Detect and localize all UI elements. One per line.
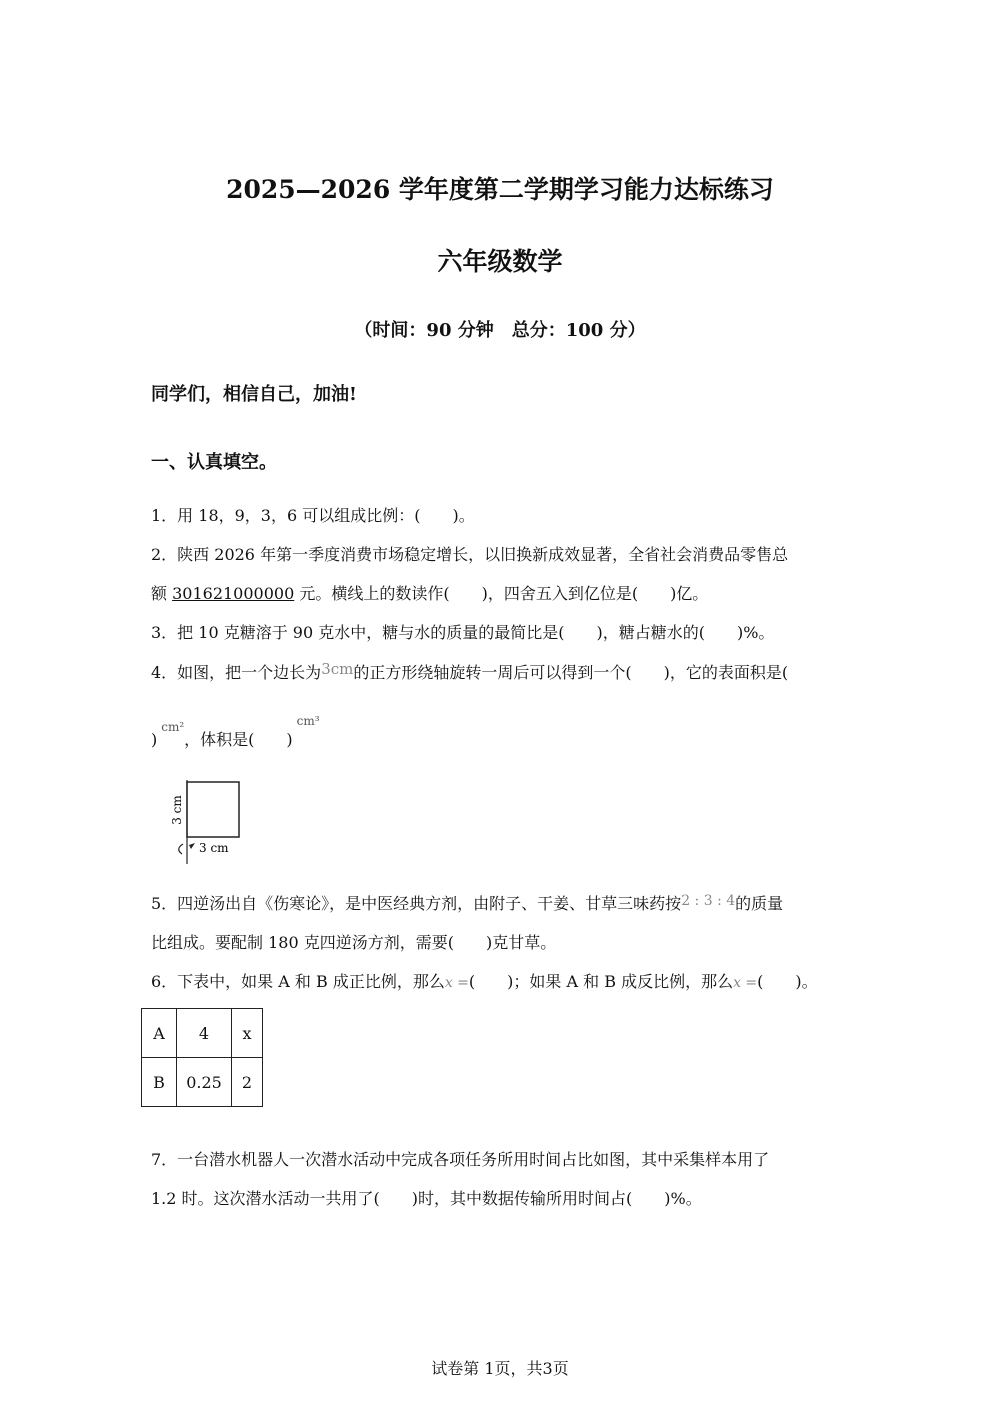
ratio-formula: 2 : 3 : 4 — [681, 893, 736, 909]
question-3: 3．把 10 克糖溶于 90 克水中，糖与水的质量的最简比是( )，糖占糖水的( )%。 — [151, 623, 775, 642]
question-2-line2 — [151, 584, 708, 604]
side-length-formula: 3cm — [321, 660, 354, 678]
x-formula-1: x = — [444, 975, 469, 991]
exam-subtitle: 六年级数学 — [437, 247, 563, 276]
question-5-line2: 比组成。要配制 180 克四逆汤方剂，需要( )克甘草。 — [151, 933, 557, 952]
question-7-line2: 1.2 时。这次潜水活动一共用了( )时，其中数据传输所用时间占( )%。 — [151, 1189, 702, 1208]
question-5-part2: 的质量 — [735, 894, 784, 913]
question-6 — [151, 972, 818, 993]
underlined-number: 301621000000 — [172, 584, 295, 603]
arrow-head-icon — [189, 843, 195, 849]
rotation-arrow-icon — [179, 844, 183, 854]
table-row — [142, 1058, 263, 1107]
table-cell: 4 — [177, 1009, 232, 1058]
question-2-prefix: 额 — [151, 584, 173, 603]
volume-unit: cm³ — [296, 714, 320, 728]
x-formula-2: x = — [733, 975, 758, 991]
question-5-line1 — [151, 894, 783, 915]
table-row — [142, 1009, 263, 1058]
table-cell: B — [142, 1058, 177, 1107]
question-5-part1: 5．四逆汤出自《伤寒论》，是中医经典方剂，由附子、干姜、甘草三味药按 — [151, 894, 682, 913]
section-title: 一、认真填空。 — [151, 452, 277, 473]
square-shape — [187, 782, 239, 837]
exam-title: 2025—2026 学年度第二学期学习能力达标练习 — [226, 175, 774, 204]
question-4-part1: 4．如图，把一个边长为 — [151, 663, 322, 682]
question-6-part3: ( )。 — [757, 972, 818, 991]
question-6-part1: 6．下表中，如果 A 和 B 成正比例，那么 — [151, 972, 445, 991]
question-4-line2 — [151, 714, 320, 751]
question-4-line1 — [151, 660, 789, 683]
bottom-label: 3 cm — [199, 841, 229, 855]
page-footer: 试卷第 1页，共3页 — [431, 1359, 569, 1378]
table-cell: x — [232, 1009, 263, 1058]
question-6-part2: ( )；如果 A 和 B 成反比例，那么 — [468, 972, 734, 991]
table-cell: 0.25 — [177, 1058, 232, 1107]
side-label: 3 cm — [170, 795, 184, 825]
area-unit: cm² — [161, 720, 185, 734]
question-2-line1: 2．陕西 2026 年第一季度消费市场稳定增长，以旧换新成效显著，全省社会消费品零售总 — [151, 545, 789, 564]
question-4-volume: ，体积是( ) — [184, 730, 293, 749]
greeting: 同学们，相信自己，加油! — [151, 384, 357, 405]
question-7-line1: 7．一台潜水机器人一次潜水活动中完成各项任务所用时间占比如图，其中采集样本用了 — [151, 1150, 770, 1169]
table-cell: A — [142, 1009, 177, 1058]
ab-table — [141, 1008, 263, 1107]
question-2-suffix: 元。横线上的数读作( )，四舍五入到亿位是( )亿。 — [294, 584, 709, 603]
table-cell: 2 — [232, 1058, 263, 1107]
question-4-close-paren: ) — [151, 730, 158, 749]
question-4-part2: 的正方形绕轴旋转一周后可以得到一个( )，它的表面积是( — [353, 663, 789, 682]
question-1: 1．用 18，9，3，6 可以组成比例：( )。 — [151, 506, 475, 525]
time-info: （时间：90 分钟 总分：100 分） — [354, 320, 646, 341]
square-rotation-figure — [165, 772, 255, 867]
